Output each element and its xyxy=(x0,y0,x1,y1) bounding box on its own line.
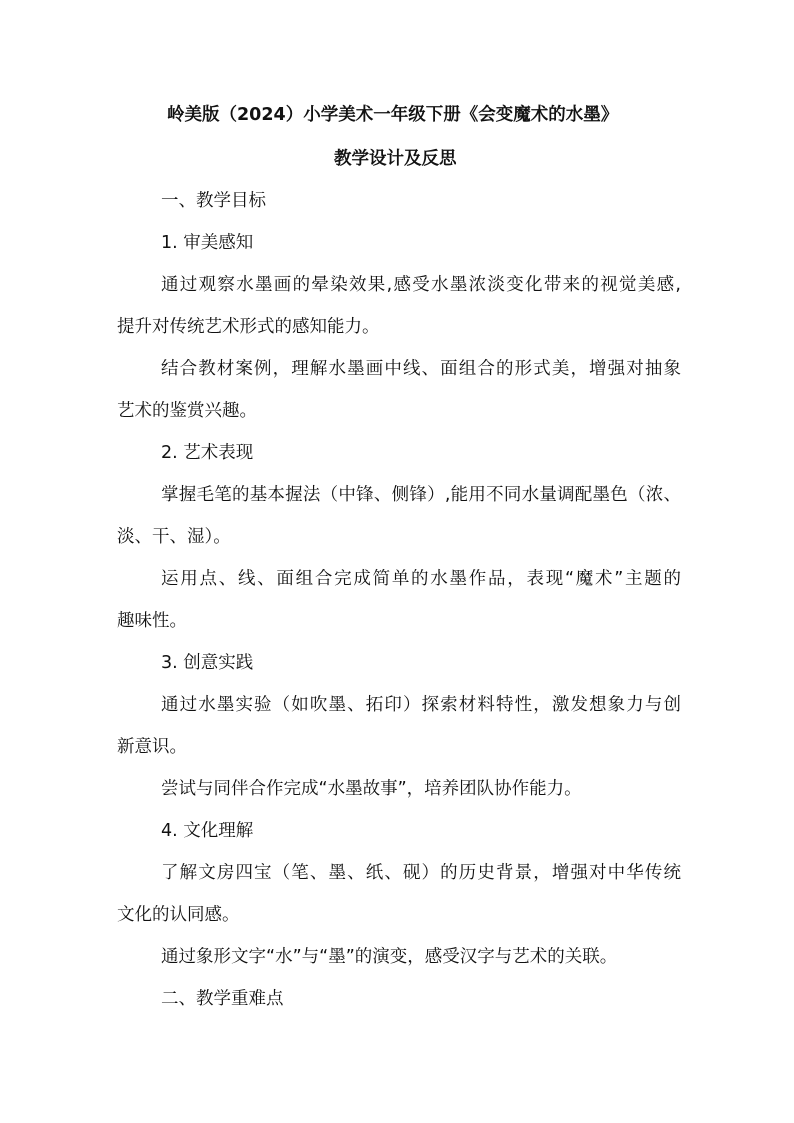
paragraph-line: 文化的认同感。 xyxy=(117,905,240,925)
paragraph-line: 尝试与同伴合作完成“水墨故事”，培养团队协作能力。 xyxy=(161,779,582,799)
paragraph-line: 提升对传统艺术形式的感知能力。 xyxy=(117,317,380,337)
paragraph-line: 通过象形文字“水”与“墨”的演变，感受汉字与艺术的关联。 xyxy=(161,947,618,967)
paragraph-line: 掌握毛笔的基本握法（中锋、侧锋）,能用不同水量调配墨色（浓、 xyxy=(161,485,681,505)
subheading-expression: 2. 艺术表现 xyxy=(161,443,254,463)
paragraph-line: 淡、干、湿）。 xyxy=(117,527,231,547)
document-title: 岭美版（2024）小学美术一年级下册《会变魔术的水墨》 xyxy=(167,105,619,125)
subheading-culture: 4. 文化理解 xyxy=(161,821,254,841)
paragraph-line: 通过水墨实验（如吹墨、拓印）探索材料特性，激发想象力与创 xyxy=(161,695,681,715)
paragraph-line: 结合教材案例，理解水墨画中线、面组合的形式美，增强对抽象 xyxy=(161,359,681,379)
paragraph-line: 通过观察水墨画的晕染效果,感受水墨浓淡变化带来的视觉美感, xyxy=(161,275,681,295)
paragraph-line: 运用点、线、面组合完成简单的水墨作品，表现“魔术”主题的 xyxy=(161,569,681,589)
subheading-aesthetic: 1. 审美感知 xyxy=(161,233,254,253)
paragraph-line: 趣味性。 xyxy=(117,611,187,631)
document-subtitle: 教学设计及反思 xyxy=(334,149,457,169)
paragraph-line: 了解文房四宝（笔、墨、纸、砚）的历史背景，增强对中华传统 xyxy=(161,863,681,883)
section-heading-goals: 一、教学目标 xyxy=(161,191,266,211)
section-heading-key-points: 二、教学重难点 xyxy=(161,989,284,1009)
paragraph-line: 新意识。 xyxy=(117,737,187,757)
subheading-creative: 3. 创意实践 xyxy=(161,653,254,673)
paragraph-line: 艺术的鉴赏兴趣。 xyxy=(117,401,257,421)
